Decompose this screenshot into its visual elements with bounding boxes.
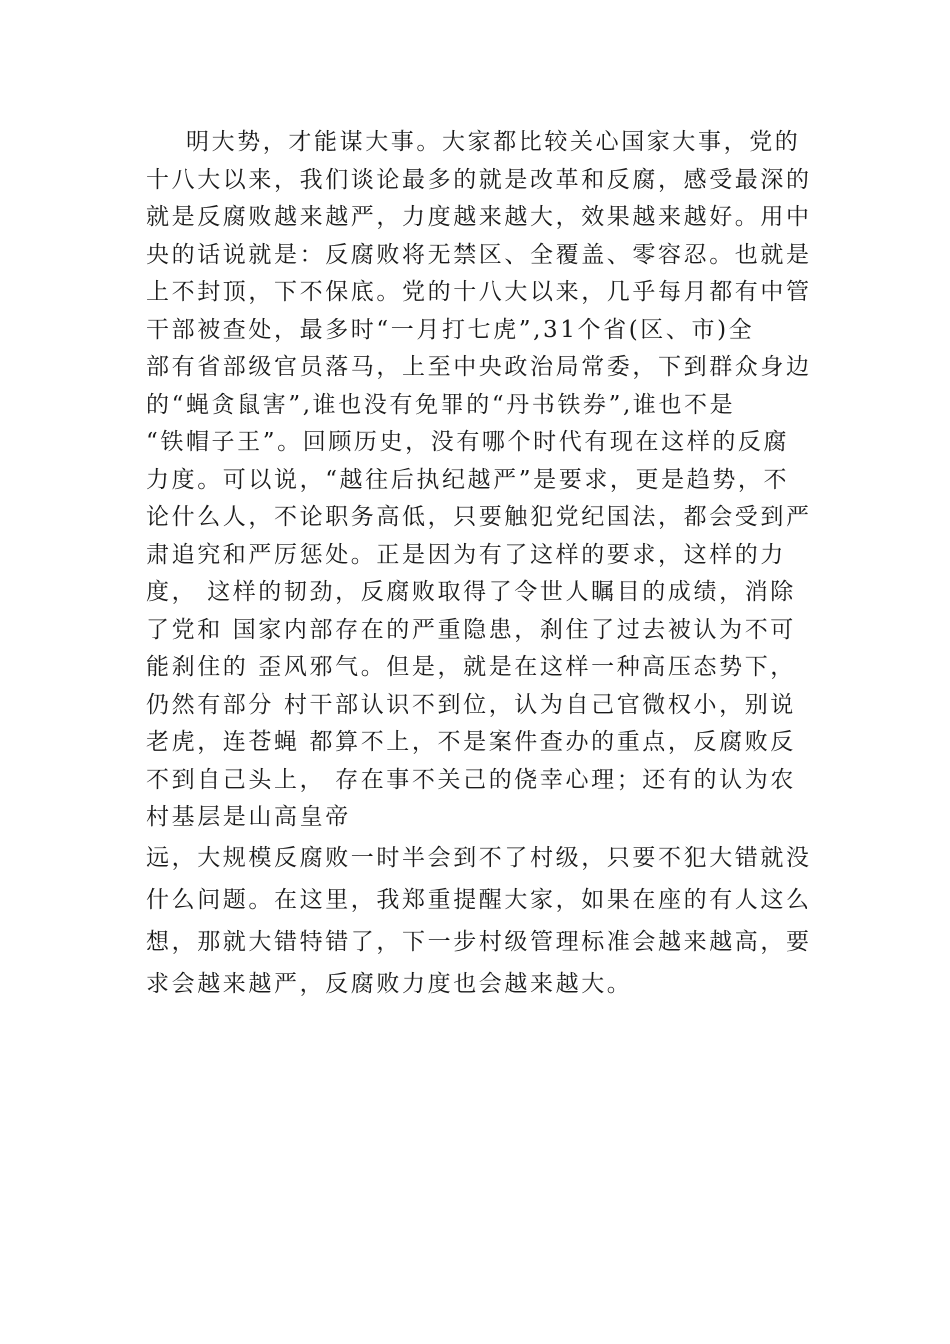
text-line: 村基层是山高皇帝 (146, 804, 351, 830)
text-line: 央的话说就是：反腐败将无禁区、全覆盖、零容忍。也就是 (146, 241, 812, 268)
text-line: 上不封顶，下不保底。党的十八大以来，几乎每月都有中管 (146, 279, 812, 305)
text-line: 部有省部级官员落马，上至中央政治局常委，下到群众身边 (146, 354, 812, 380)
text-line: 就是反腐败越来越严，力度越来越大，效果越来越好。用中 (146, 204, 812, 230)
text-line: 远，大规模反腐败一时半会到不了村级，只要不犯大错就没 (146, 844, 812, 871)
text-line: 能刹住的 歪风邪气。但是，就是在这样一种高压态势下， (146, 654, 796, 680)
text-line: 论什么人，不论职务高低，只要触犯党纪国法，都会受到严 (146, 504, 812, 530)
text-line: 求会越来越严，反腐败力度也会越来越大。 (146, 970, 633, 997)
text-line: 度， 这样的韧劲，反腐败取得了令世人瞩目的成绩，消除 (146, 579, 796, 605)
text-line: 老虎，连苍蝇 都算不上，不是案件查办的重点，反腐败反 (146, 729, 796, 755)
text-line: 明大势，才能谋大事。大家都比较关心国家大事，党的 (186, 129, 801, 155)
text-line: 仍然有部分 村干部认识不到位，认为自己官微权小，别说 (146, 691, 796, 718)
text-line: 了党和 国家内部存在的严重隐患，刹住了过去被认为不可 (146, 616, 796, 643)
text-line: 不到自己头上， 存在事不关己的侥幸心理；还有的认为农 (146, 766, 796, 793)
text-line: 什么问题。在这里，我郑重提醒大家，如果在座的有人这么 (146, 886, 812, 913)
body-paragraph (146, 124, 818, 1005)
text-line: 的“蝇贪鼠害”,谁也没有免罪的“丹书铁券”,谁也不是 (146, 391, 736, 418)
text-line: 力度。可以说，“越往后执纪越严”是要求，更是趋势，不 (146, 466, 790, 493)
text-line: 肃追究和严厉惩处。正是因为有了这样的要求，这样的力 (146, 541, 786, 568)
text-line: 想，那就大错特错了，下一步村级管理标准会越来越高，要 (146, 928, 812, 955)
text-line: 干部被查处，最多时“一月打七虎”,31个省(区、市)全 (146, 316, 755, 343)
text-line: 十八大以来，我们谈论最多的就是改革和反腐，感受最深的 (146, 166, 812, 193)
text-line: “铁帽子王”。回顾历史，没有哪个时代有现在这样的反腐 (146, 429, 790, 455)
